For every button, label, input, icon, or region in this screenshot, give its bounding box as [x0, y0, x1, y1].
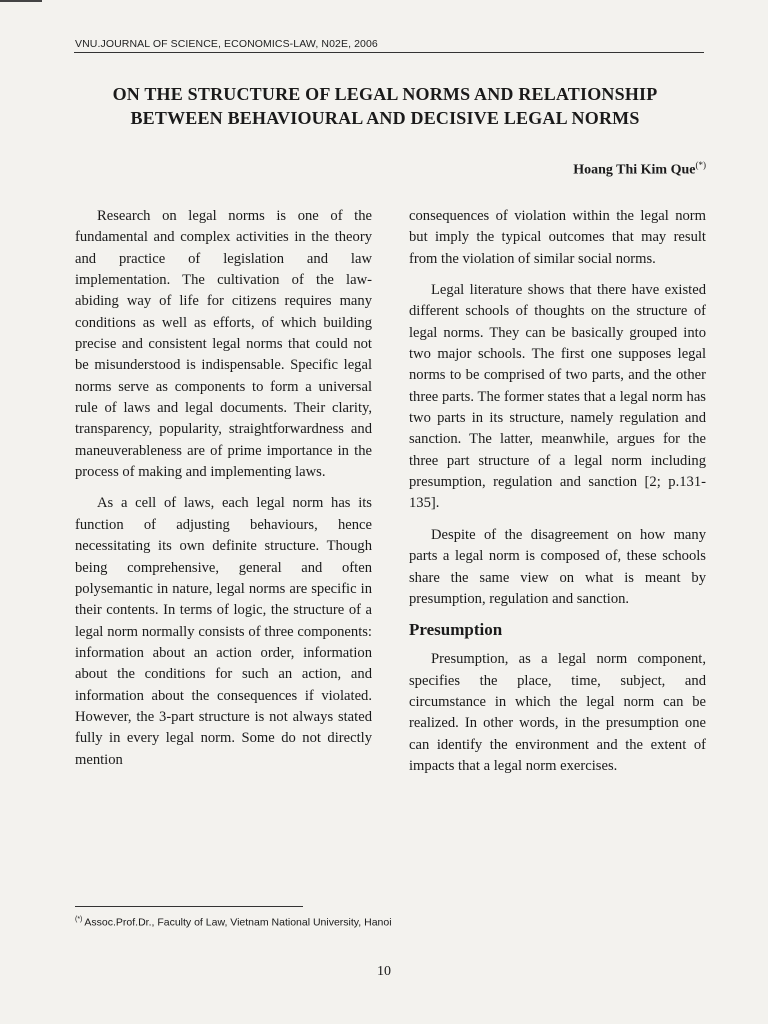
title-line-2: BETWEEN BEHAVIOURAL AND DECISIVE LEGAL NORMS	[130, 108, 640, 128]
author-byline	[573, 160, 706, 179]
title-line-1: ON THE STRUCTURE OF LEGAL NORMS AND RELATIONSHIP	[112, 84, 658, 104]
body-paragraph: Despite of the disagreement on how many parts a legal norm is composed of, these schools share the same view on what is meant by presumption, regulation and sanction.	[409, 526, 706, 607]
footnote-text: Assoc.Prof.Dr., Faculty of Law, Vietnam National University, Hanoi	[84, 916, 392, 929]
header-rule	[74, 52, 704, 53]
article-title	[40, 82, 730, 130]
body-paragraph: Presumption, as a legal norm component, specifies the place, time, subject, and circumstance in which the legal norm can be realized. In other words, in the presumption one can identify the environment and the extent of impacts that a legal norm exercises.	[409, 651, 706, 774]
running-head: VNU.JOURNAL OF SCIENCE, ECONOMICS-LAW, N02E, 2006	[75, 38, 378, 50]
footnote-rule	[75, 906, 303, 907]
body-paragraph: consequences of violation within the legal norm but imply the typical outcomes that may result from the violation of similar social norms.	[409, 208, 706, 267]
left-column	[75, 206, 372, 771]
page-number: 10	[377, 964, 391, 979]
author-footnote-mark: (*)	[695, 160, 706, 170]
right-column	[409, 206, 706, 777]
body-paragraph: Research on legal norms is one of the fundamental and complex activities in the theory and practice of legislation and law implementation. The cultivation of the law-abiding way of life for citizens requires many conditions as well as efforts, of which building precise and consistent legal norms that could not be misunderstood is indispensable. Specific legal norms serve as components to form a universal rule of laws and legal documents. Their clarity, transparency, popularity, straightforwardness and maneuverableness are of prime importance in the process of making and implementing laws.	[75, 208, 372, 481]
footnote	[75, 916, 392, 929]
author-name: Hoang Thi Kim Que	[573, 162, 696, 178]
section-heading: Presumption	[409, 620, 503, 640]
body-paragraph: Legal literature shows that there have existed different schools of thoughts on the structure of legal norms. They can be basically grouped into two major schools. The first one supposes legal norms to be comprised of two parts, and the other three parts. The former states that a legal norm has two parts in its structure, namely regulation and sanction. The latter, meanwhile, argues for the three part structure of a legal norm including presumption, regulation and sanction [2; p.131-135].	[409, 282, 706, 512]
corner-scan-mark	[0, 0, 42, 2]
body-paragraph: As a cell of laws, each legal norm has its function of adjusting behaviours, hence necessitating its own definite structure. Though being comprehensive, general and often polysemantic in nature, legal norms are specific in their contents. In terms of logic, the structure of a legal norm normally consists of three components: information about an action order, information about the conditions for such an action, and information about the consequences if violated. However, the 3-part structure is not always stated fully in every legal norm. Some do not directly mention	[75, 495, 372, 768]
footnote-mark: (*)	[75, 916, 83, 923]
